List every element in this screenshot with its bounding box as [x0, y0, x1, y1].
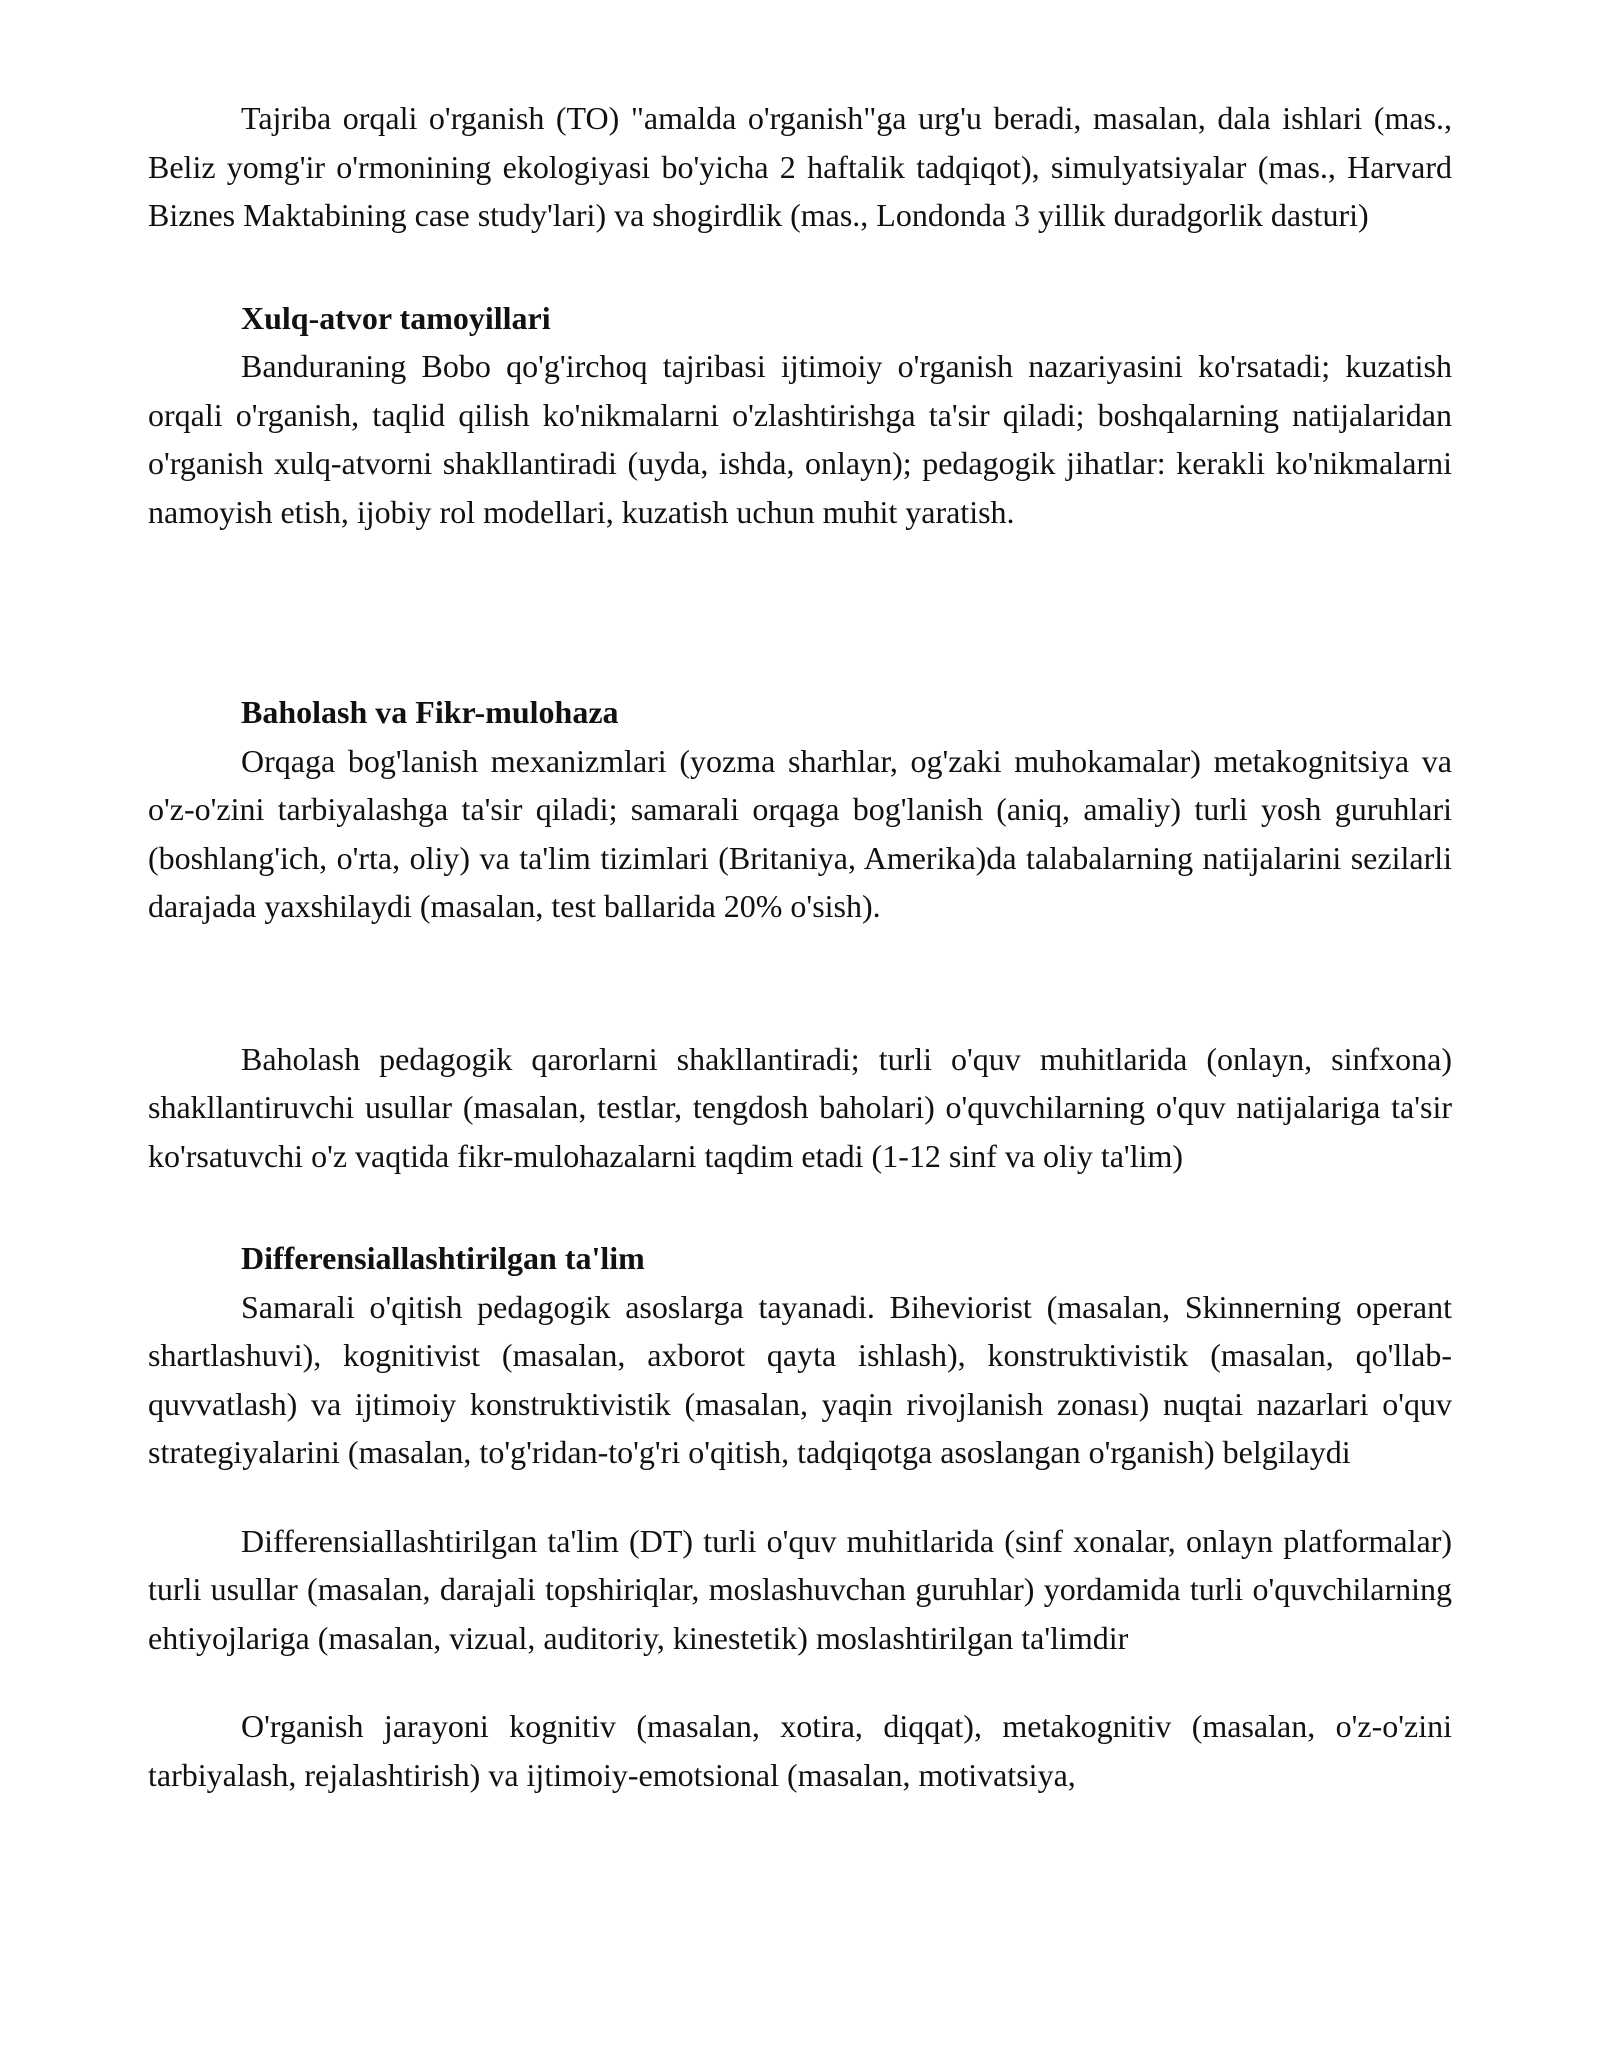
- spacer: [148, 240, 1452, 294]
- paragraph-feedback-mechanisms: Orqaga bog'lanish mexanizmlari (yozma sharhlar, og'zaki muhokamalar) metakognitsiya va o'z-o'zini tarbiyalashga ta'sir qiladi; samarali orqaga bog'lanish (aniq, amaliy) turli yosh guruhlari (boshlang'ich, o'rta, oliy) va ta'lim tizimlari (Britaniya, Amerika)da talabalarning natijalarini sezilarli darajada yaxshilaydi (masalan, test ballarida 20% o'sish).: [148, 742, 1452, 924]
- spacer: [148, 1180, 1452, 1234]
- spacer: [148, 1662, 1452, 1702]
- spacer: [148, 931, 1452, 1035]
- paragraph-assessment: Baholash pedagogik qarorlarni shakllantiradi; turli o'quv muhitlarida (onlayn, sinfxona) shakllantiruvchi usullar (masalan, testlar, tengdosh baholari) o'quvchilarning o'quv natijalariga ta'sir ko'rsatuvchi o'z vaqtida fikr-mulohazalarni taqdim etadi (1-12 sinf va oliy ta'lim): [148, 1040, 1452, 1174]
- spacer: [148, 1477, 1452, 1517]
- heading-differentiated-instruction: Differensiallashtirilgan ta'lim: [241, 1240, 645, 1276]
- paragraph-learning-process: O'rganish jarayoni kognitiv (masalan, xotira, diqqat), metakognitiv (masalan, o'z-o'zini tarbiyalash, rejalashtirish) va ijtimoiy-emotsional (masalan, motivatsiya,: [148, 1708, 1452, 1793]
- paragraph-pedagogical-foundations: Samarali o'qitish pedagogik asoslarga tayanadi. Biheviorist (masalan, Skinnerning operant shartlashuvi), kognitivist (masalan, axborot qayta ishlash), konstruktivistik (masalan, qo'llab-quvvatlash) va ijtimoiy konstruktivistik (masalan, yaqin rivojlanish zonası) nuqtai nazarlari o'quv strategiyalarini (masalan, to'g'ridan-to'g'ri o'qitish, tadqiqotga asoslangan o'rganish) belgilaydi: [148, 1288, 1452, 1470]
- heading-behavior-principles: Xulq-atvor tamoyillari: [241, 299, 551, 336]
- heading-assessment-feedback: Baholash va Fikr-mulohaza: [241, 694, 619, 730]
- document-page: [148, 94, 1452, 1799]
- paragraph-differentiated-definition: Differensiallashtirilgan ta'lim (DT) turli o'quv muhitlarida (sinf xonalar, onlayn platformalar) turli usullar (masalan, darajali topshiriqlar, moslashuvchan guruhlar) yordamida turli o'quvchilarning ehtiyojlariga (masalan, vizual, auditoriy, kinestetik) moslashtirilgan ta'limdir: [148, 1522, 1452, 1656]
- paragraph-bandura: Banduraning Bobo qo'g'irchoq tajribasi ijtimoiy o'rganish nazariyasini ko'rsatadi; kuzatish orqali o'rganish, taqlid qilish ko'nikmalarni o'zlashtirishga ta'sir qiladi; boshqalarning natijalaridan o'rganish xulq-atvorni shakllantiradi (uyda, ishda, onlayn); pedagogik jihatlar: kerakli ko'nikmalarni namoyish etish, ijobiy rol modellari, kuzatish uchun muhit yaratish.: [148, 348, 1452, 530]
- paragraph-experiential-learning: Tajriba orqali o'rganish (TO) "amalda o'rganish"ga urg'u beradi, masalan, dala ishlari (mas., Beliz yomg'ir o'rmonining ekologiyasi bo'yicha 2 haftalik tadqiqot), simulyatsiyalar (mas., Harvard Biznes Maktabining case study'lari) va shogirdlik (mas., Londonda 3 yillik duradgorlik dasturi): [148, 100, 1452, 233]
- spacer: [148, 536, 1452, 688]
